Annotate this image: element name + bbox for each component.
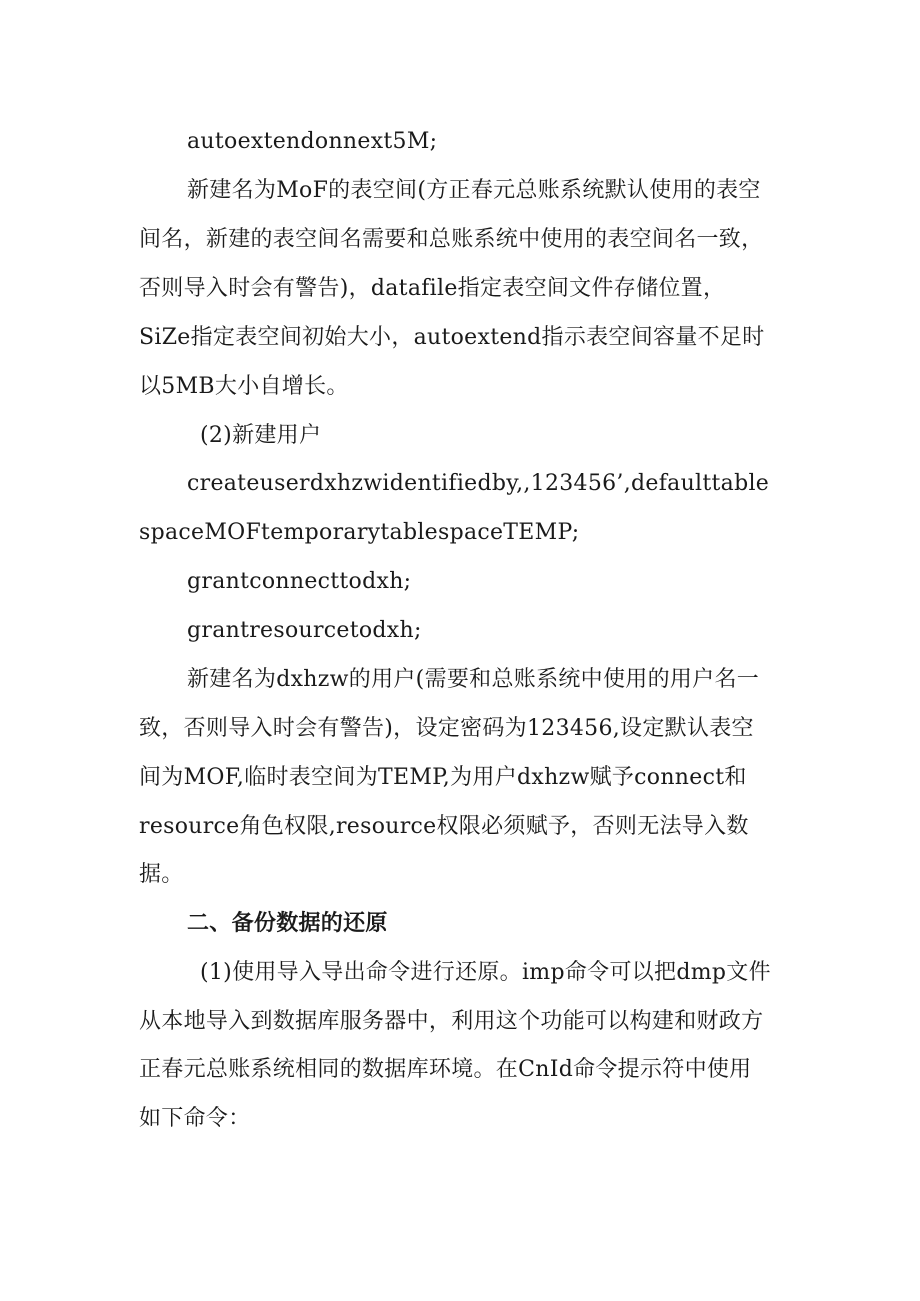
- code-line-autoextend: autoextendonnext5M;: [187, 129, 438, 154]
- paragraph-line: resource角色权限,resource权限必须赋予，否则无法导入数: [139, 814, 749, 839]
- paragraph-line: 否则导入时会有警告)，datafile指定表空间文件存储位置，: [139, 276, 726, 301]
- paragraph-line: 如下命令：: [139, 1106, 251, 1131]
- paragraph-line: SiZe指定表空间初始大小，autoextend指示表空间容量不足时: [139, 325, 765, 350]
- section-heading: 二、备份数据的还原: [187, 911, 388, 936]
- paragraph-line: 间名，新建的表空间名需要和总账系统中使用的表空间名一致，: [139, 227, 764, 252]
- paragraph-line: 以5MB大小自增长。: [139, 374, 349, 399]
- paragraph-line: (1)使用导入导出命令进行还原。imp命令可以把dmp文件: [200, 960, 771, 985]
- paragraph-line: 从本地导入到数据库服务器中，利用这个功能可以构建和财政方: [139, 1009, 764, 1034]
- paragraph-line: 新建名为MoF的表空间(方正春元总账系统默认使用的表空: [187, 178, 761, 203]
- paragraph-line: 间为MOF,临时表空间为TEMP,为用户dxhzw赋予connect和: [139, 765, 747, 790]
- paragraph-line: 致，否则导入时会有警告)，设定密码为123456,设定默认表空: [139, 716, 754, 741]
- code-line-grant-connect: grantconnecttodxh;: [187, 569, 412, 594]
- subsection-title: (2)新建用户: [200, 423, 322, 448]
- code-line-grant-resource: grantresourcetodxh;: [187, 618, 422, 643]
- code-line-create-user: createuserdxhzwidentifiedby,,123456’,defaulttable: [187, 471, 770, 496]
- paragraph-line: 正春元总账系统相同的数据库环境。在CnId命令提示符中使用: [139, 1057, 752, 1082]
- code-line-create-user-cont: spaceMOFtemporarytablespaceTEMP;: [139, 520, 580, 545]
- paragraph-line: 据。: [139, 862, 184, 887]
- paragraph-line: 新建名为dxhzw的用户(需要和总账系统中使用的用户名一: [187, 667, 760, 692]
